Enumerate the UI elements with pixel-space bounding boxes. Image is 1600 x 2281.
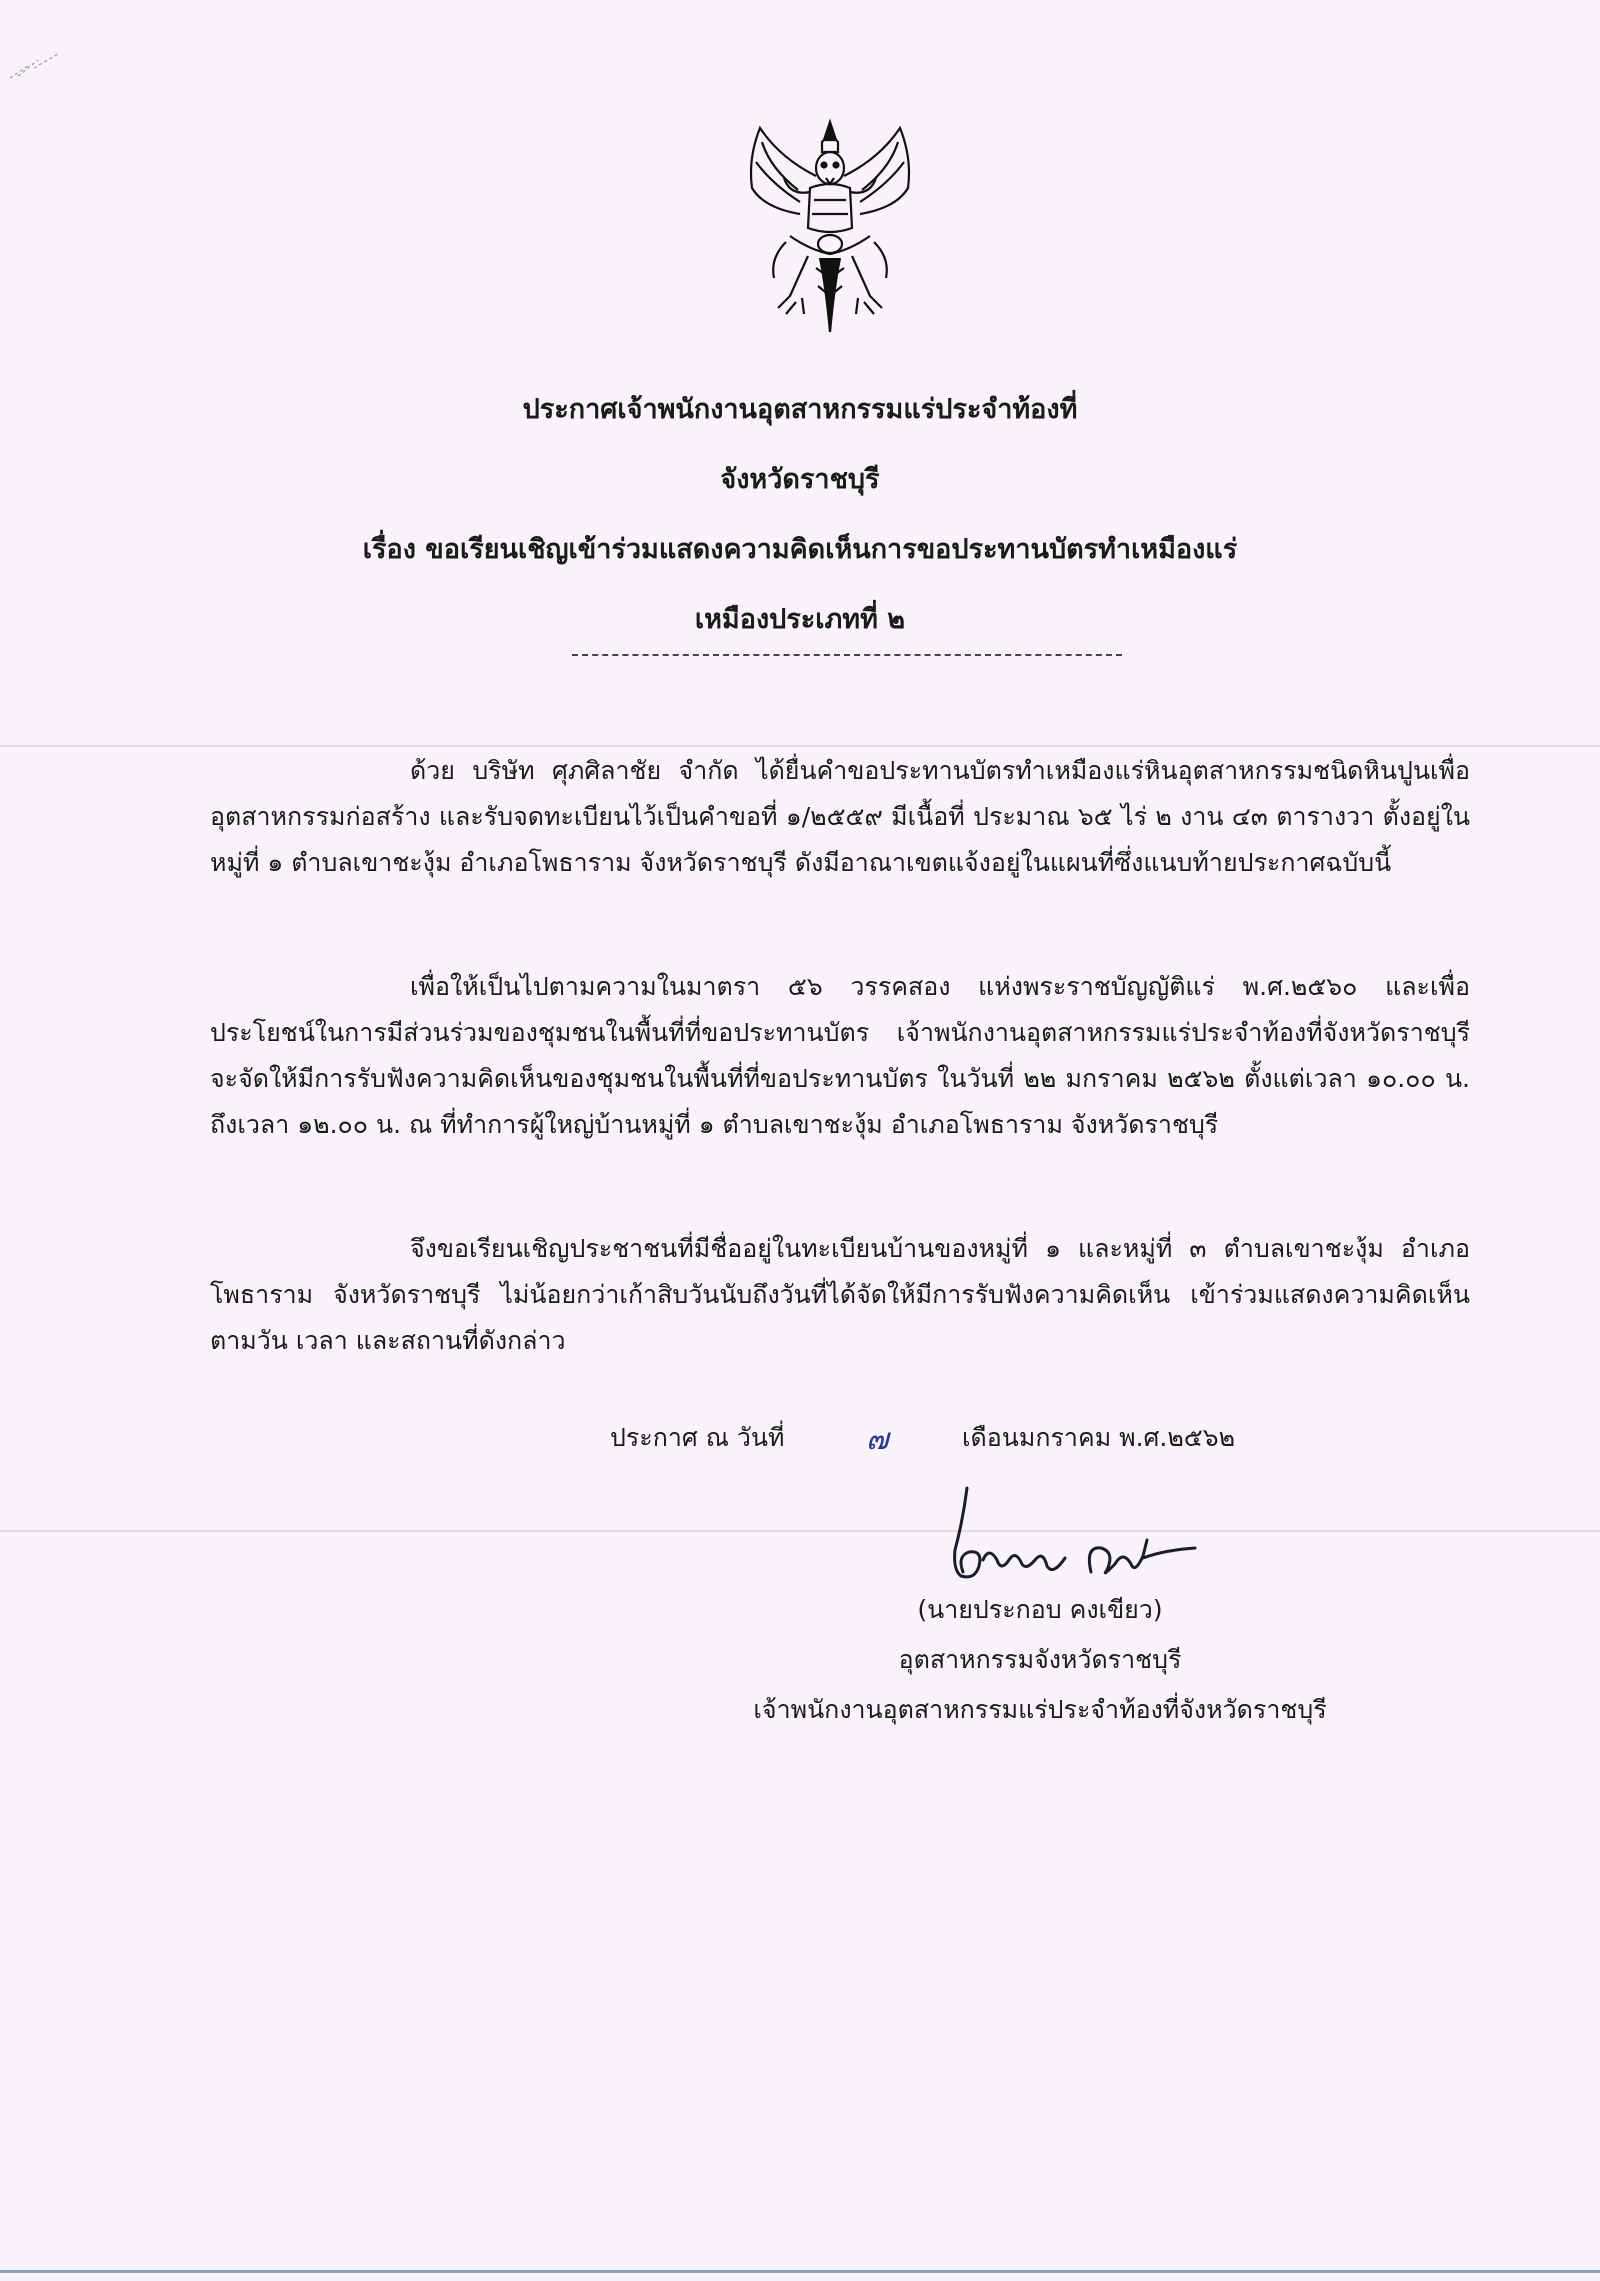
date-prefix: ประกาศ ณ วันที่ xyxy=(610,1423,785,1452)
garuda-emblem-icon xyxy=(730,118,930,338)
paragraph-3 xyxy=(210,1226,1470,1364)
paragraph-3-text: จึงขอเรียนเชิญประชาชนที่มีชื่ออยู่ในทะเบียนบ้านของหมู่ที่ ๑ และหมู่ที่ ๓ ตำบลเขาชะงุ้ม อำเภอโพธาราม จังหวัดราชบุรี ไม่น้อยกว่าเก้าสิบวันนับถึงวันที่ได้จัดให้มีการรับฟังความคิดเห็น เข้าร่วมแสดงความคิดเห็นตามวัน เวลา และสถานที่ดังกล่าว xyxy=(210,1234,1470,1355)
paper-fold xyxy=(0,1530,1600,1532)
heading-line-2: จังหวัดราชบุรี xyxy=(720,464,880,495)
paragraph-1-text: ด้วย บริษัท ศุภศิลาชัย จำกัด ได้ยื่นคำขอประทานบัตรทำเหมืองแร่หินอุตสาหกรรมชนิดหินปูนเพื่ออุตสาหกรรมก่อสร้าง และรับจดทะเบียนไว้เป็นคำขอที่ ๑/๒๕๕๙ มีเนื้อที่ ประมาณ ๖๕ ไร่ ๒ งาน ๔๓ ตารางวา ตั้งอยู่ในหมู่ที่ ๑ ตำบลเขาชะงุ้ม อำเภอโพธาราม จังหวัดราชบุรี ดังมีอาณาเขตแจ้งอยู่ในแผนที่ซึ่งแนบท้ายประกาศฉบับนี้ xyxy=(210,756,1470,877)
paragraph-2-text: เพื่อให้เป็นไปตามความในมาตรา ๕๖ วรรคสอง แห่งพระราชบัญญัติแร่ พ.ศ.๒๕๖๐ และเพื่อประโยชน์ในการมีส่วนร่วมของชุมชนในพื้นที่ที่ขอประทานบัตร เจ้าพนักงานอุตสาหกรรมแร่ประจำท้องที่จังหวัดราชบุรี จะจัดให้มีการรับฟังความคิดเห็นของชุมชนในพื้นที่ที่ขอประทานบัตร ในวันที่ ๒๒ มกราคม ๒๕๖๒ ตั้งแต่เวลา ๑๐.๐๐ น. ถึงเวลา ๑๒.๐๐ น. ณ ที่ทำการผู้ใหญ่บ้านหมู่ที่ ๑ ตำบลเขาชะงุ้ม อำเภอโพธาราม จังหวัดราชบุรี xyxy=(210,972,1470,1139)
page-edge xyxy=(0,2270,1600,2273)
heading-subject: เรื่อง ขอเรียนเชิญเข้าร่วมแสดงความคิดเห็นการขอประทานบัตรทำเหมืองแร่ xyxy=(362,534,1238,565)
date-day-handwritten: ๗ xyxy=(866,1422,889,1457)
paper-fold xyxy=(0,745,1600,747)
date-month-year: เดือนมกราคม พ.ศ.๒๕๖๒ xyxy=(962,1423,1236,1452)
signer-position-2: เจ้าพนักงานอุตสาหกรรมแร่ประจำท้องที่จังหวัดราชบุรี xyxy=(753,1695,1327,1724)
heading-line-1: ประกาศเจ้าพนักงานอุตสาหกรรมแร่ประจำท้องที่ xyxy=(522,394,1078,425)
handwritten-signature xyxy=(905,1480,1215,1600)
scan-mark xyxy=(8,48,66,88)
heading-line-4: เหมืองประเภทที่ ๒ xyxy=(694,604,906,635)
paragraph-2 xyxy=(210,964,1470,1148)
signer-name: (นายประกอบ คงเขียว) xyxy=(917,1595,1163,1624)
paragraph-1 xyxy=(210,748,1470,886)
heading-divider xyxy=(572,654,1122,656)
signer-position-1: อุตสาหกรรมจังหวัดราชบุรี xyxy=(898,1645,1182,1674)
